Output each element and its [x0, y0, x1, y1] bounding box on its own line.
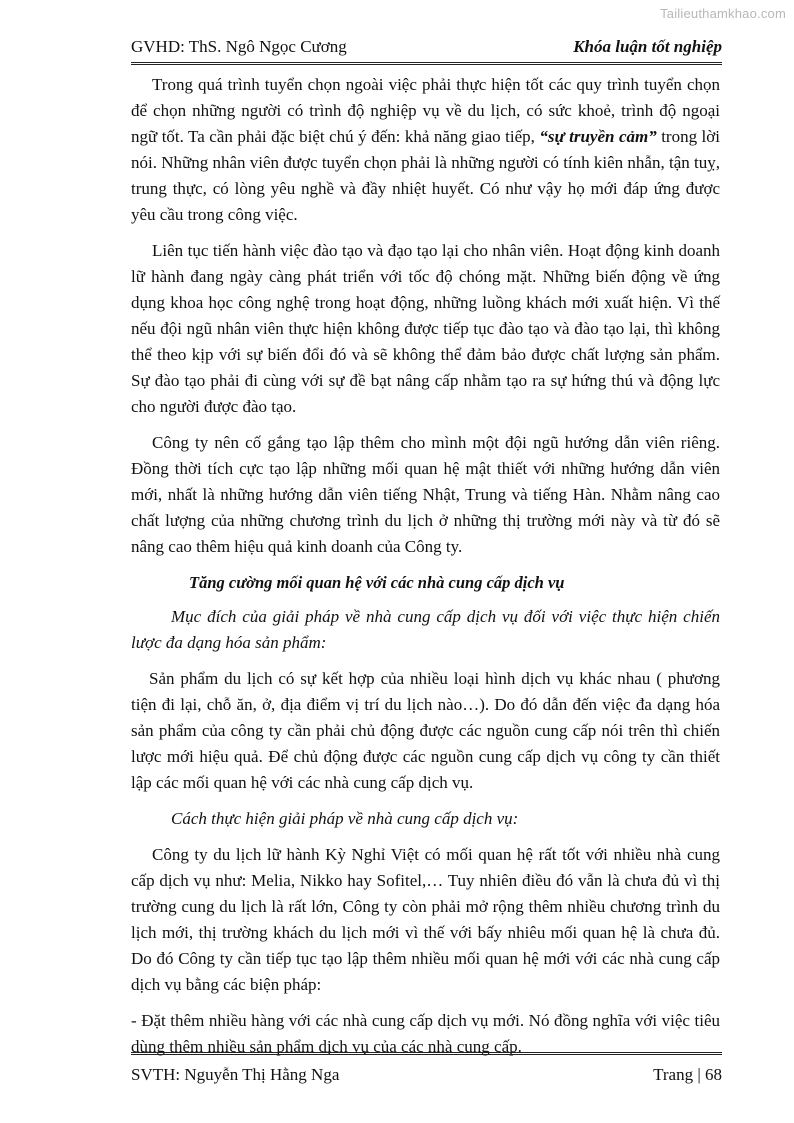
page-header: [131, 27, 722, 65]
header-document-type: Khóa luận tốt nghiệp: [573, 37, 722, 56]
watermark: Tailieuthamkhao.com: [660, 6, 786, 21]
footer-student: SVTH: Nguyễn Thị Hằng Nga: [131, 1065, 340, 1084]
page-body: [131, 72, 720, 1070]
paragraph-recruitment-part2: trong lời nói. Những nhân viên được tuyển chọn phải là những người có tính kiên nhẫn, tận tuỵ, trung thực, có lòng yêu nghề và đầy nhiệt huyết. Có như vậy họ mới đáp ứng được yêu cầu trong công việc.: [131, 127, 720, 224]
section-heading: Tăng cường mối quan hệ với các nhà cung cấp dịch vụ: [189, 573, 565, 592]
paragraph-purpose: Mục đích của giải pháp về nhà cung cấp dịch vụ đối với việc thực hiện chiến lược đa dạng hóa sản phẩm:: [131, 607, 720, 652]
paragraph-recruitment: [131, 72, 720, 228]
page-footer: [131, 1052, 722, 1085]
paragraph-measure: - Đặt thêm nhiều hàng với các nhà cung cấp dịch vụ mới. Nó đồng nghĩa với việc tiêu dùng thêm nhiều sản phẩm dịch vụ của các nhà cung cấp.: [131, 1011, 720, 1056]
paragraph-method: Cách thực hiện giải pháp về nhà cung cấp dịch vụ:: [171, 809, 519, 828]
header-supervisor: GVHD: ThS. Ngô Ngọc Cương: [131, 37, 347, 56]
paragraph-recruitment-part1: Trong quá trình tuyển chọn ngoài việc phải thực hiện tốt các quy trình tuyển chọn để chọn những người có trình độ nghiệp vụ về du lịch, có sức khoẻ, trình độ ngoại ngữ tốt. Ta cần phải đặc biệt chú ý đến: khả năng giao tiếp,: [131, 75, 720, 146]
page-number: Trang | 68: [653, 1065, 722, 1084]
paragraph-products: Sản phẩm du lịch có sự kết hợp của nhiều loại hình dịch vụ khác nhau ( phương tiện đi lại, chỗ ăn, ở, địa điểm vị trí du lịch nào…). Do đó dẫn đến việc đa dạng hóa sản phẩm của công ty cần phải chủ động được các nguồn cung cấp nói trên thì chiến lược mới hiệu quả. Để chủ động được các nguồn cung cấp dịch vụ công ty cần thiết lập các mối quan hệ với các nhà cung cấp dịch vụ.: [131, 669, 720, 792]
emphasis-text: “sự truyền cảm”: [539, 127, 657, 146]
paragraph-guides: Công ty nên cố gắng tạo lập thêm cho mình một đội ngũ hướng dẫn viên riêng. Đồng thời tích cực tạo lập những mối quan hệ mật thiết với những hướng dẫn viên mới, nhất là những hướng dẫn viên tiếng Nhật, Trung và tiếng Hàn. Nhằm nâng cao chất lượng của những chương trình du lịch ở những thị trường mới này và từ đó sẽ nâng cao thêm hiệu quả kinh doanh của Công ty.: [131, 433, 720, 556]
paragraph-company: Công ty du lịch lữ hành Kỳ Nghỉ Việt có mối quan hệ rất tốt với nhiều nhà cung cấp dịch vụ như: Melia, Nikko hay Sofitel,… Tuy nhiên điều đó vẫn là chưa đủ vì thị trường cung du lịch là rất lớn, Công ty còn phải mở rộng thêm nhiều chương trình du lịch mới, thị trường khách du lịch mới vì thế với bấy nhiêu mối quan hệ là chưa đủ. Do đó Công ty cần tiếp tục tạo lập thêm nhiều mối quan hệ mới với các nhà cung cấp dịch vụ bằng các biện pháp:: [131, 845, 720, 994]
paragraph-training: Liên tục tiến hành việc đào tạo và đạo tạo lại cho nhân viên. Hoạt động kinh doanh lữ hành đang ngày càng phát triển với tốc độ chóng mặt. Những biến động về ứng dụng khoa học công nghệ trong hoạt động, những luồng khách mới xuất hiện. Vì thế nếu đội ngũ nhân viên thực hiện không được tiếp tục đào tạo và đào tạo lại, thì không thể theo kịp với sự biến đổi đó và sẽ không thể đảm bảo được chất lượng sản phẩm. Sự đào tạo phải đi cùng với sự đề bạt nâng cấp nhằm tạo ra sự hứng thú và động lực cho người được đào tạo.: [131, 241, 720, 416]
